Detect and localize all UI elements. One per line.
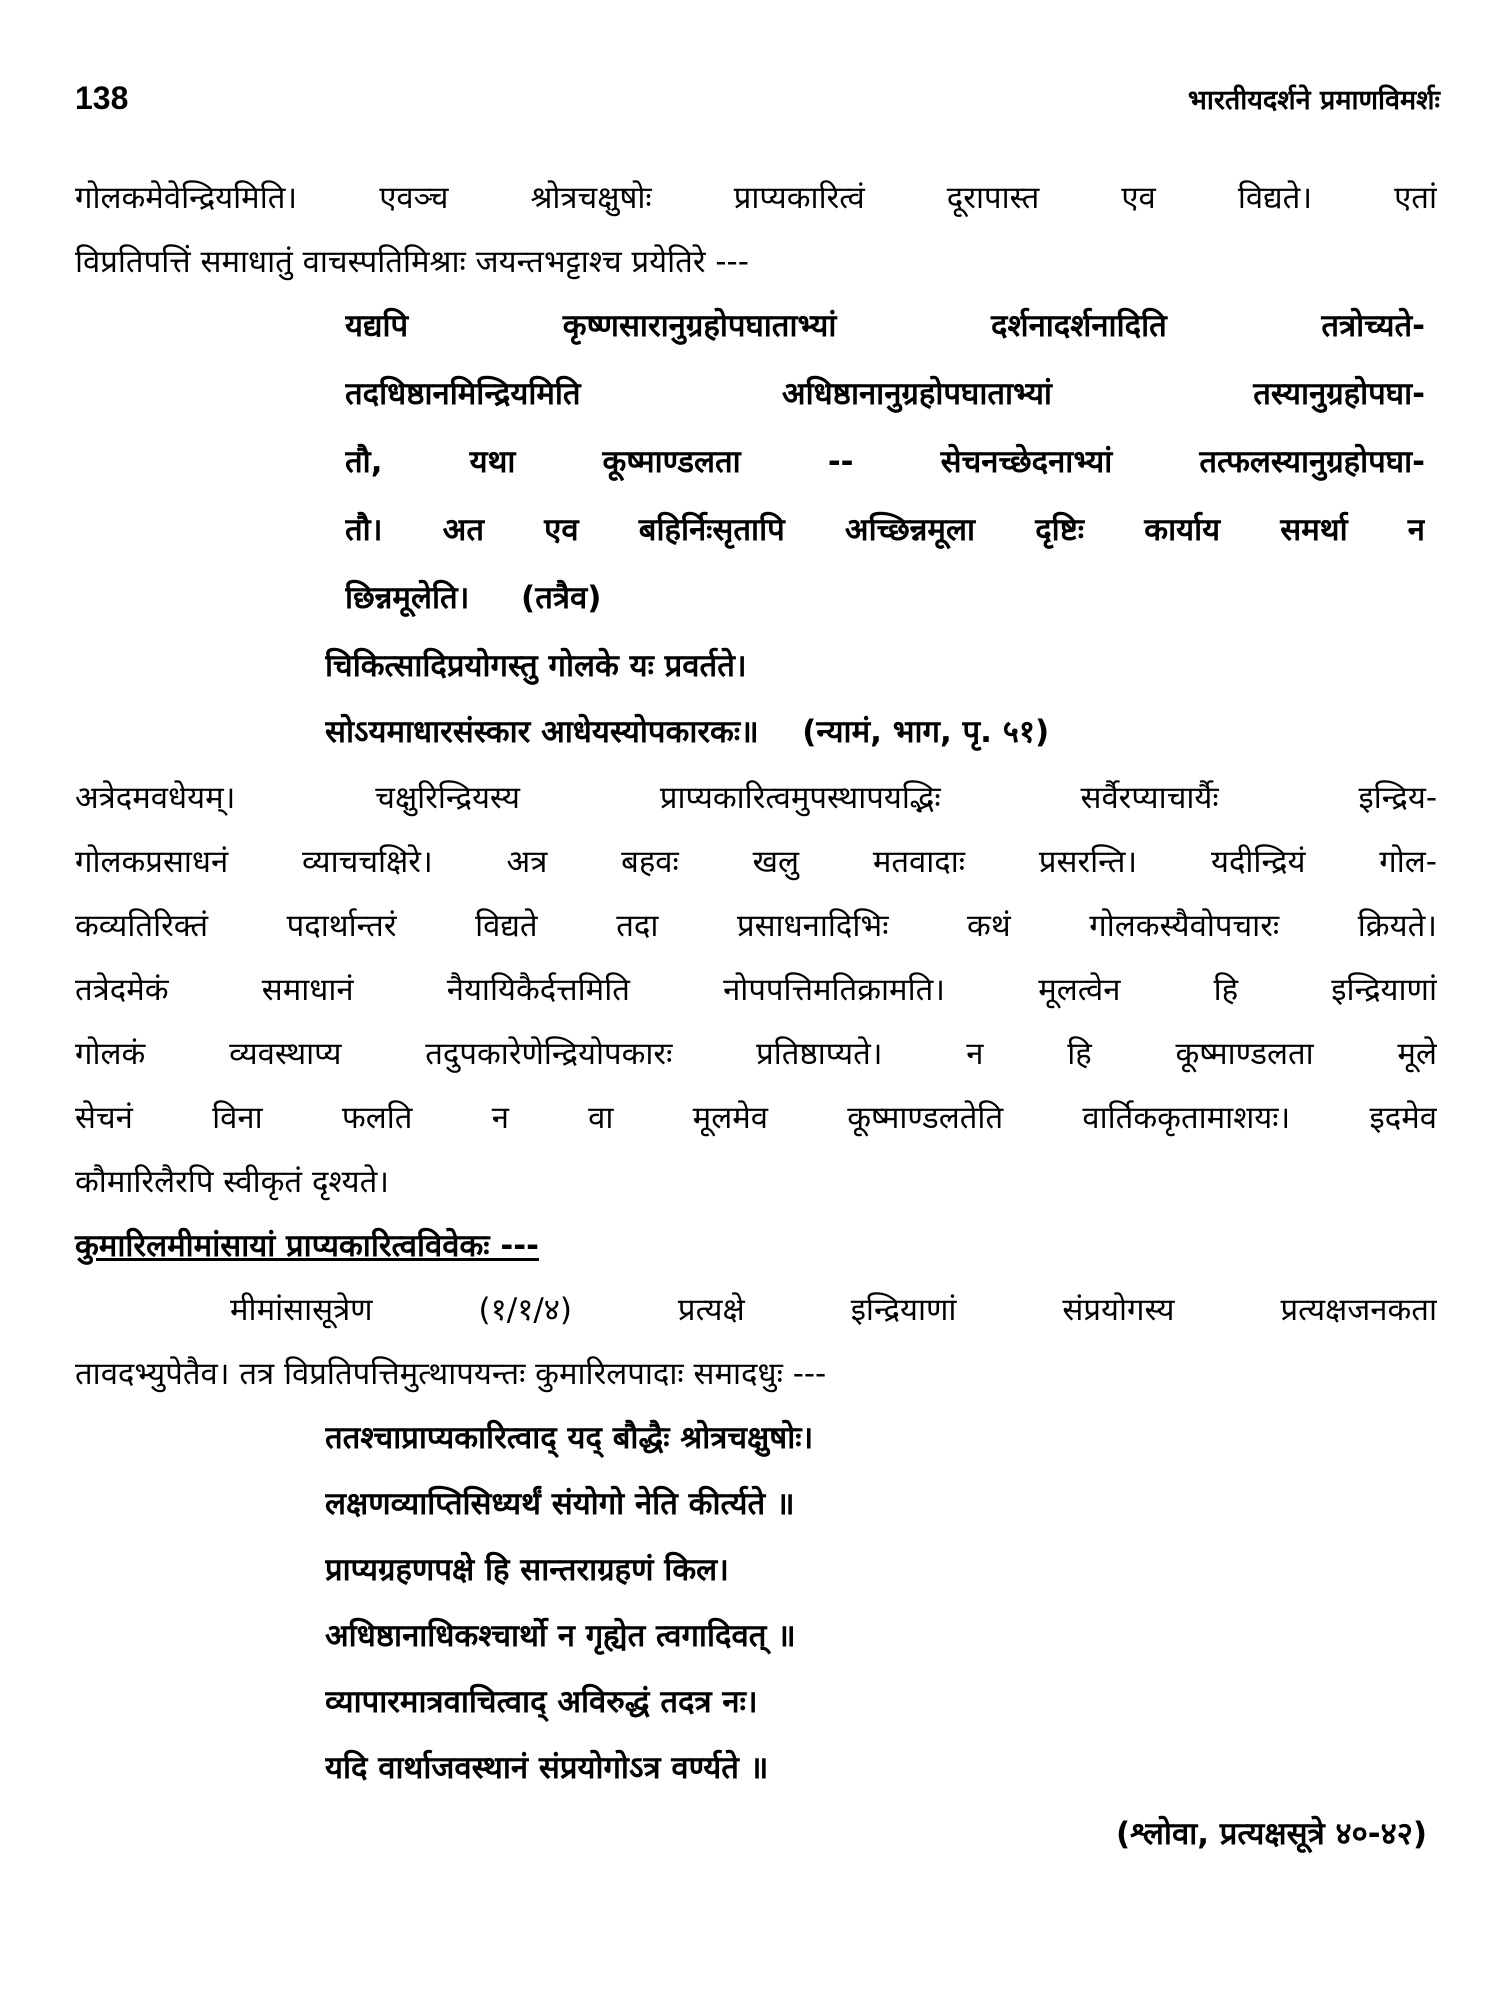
verse-line: यदि वार्थाजवस्थानं संप्रयोगोऽत्र वर्ण्यते ॥: [325, 1750, 769, 1786]
quote-line-last: [345, 578, 1425, 618]
text-line: विप्रतिपत्तिं समाधातुं वाचस्पतिमिश्राः जयन्तभट्टाश्च प्रयेतिरे ---: [75, 244, 749, 280]
text-line: मीमांसासूत्रेण (१/१/४) प्रत्यक्षे इन्द्रियाणां संप्रयोगस्य प्रत्यक्षजनकता: [230, 1292, 1437, 1328]
quote-line: यद्यपि कृष्णसारानुग्रहोपघाताभ्यां दर्शनादर्शनादिति तत्रोच्यते-: [345, 308, 1425, 344]
page-number: 138: [75, 80, 129, 116]
paragraph-1: [75, 178, 1437, 282]
verse-2: [325, 1418, 1437, 1788]
verse-line: व्यापारमात्रवाचित्वाद् अविरुद्धं तदत्र नः।: [325, 1684, 758, 1720]
text-line: अत्रेदमवधेयम्। चक्षुरिन्द्रियस्य प्राप्यकारित्वमुपस्थापयद्भिः सर्वैरप्याचार्यैः इन्द्रिय-: [75, 780, 1437, 816]
text-line: कव्यतिरिक्तं पदार्थान्तरं विद्यते तदा प्रसाधनादिभिः कथं गोलकस्यैवोपचारः क्रियते।: [75, 908, 1437, 944]
citation: (न्यामं, भाग, पृ. ५१): [802, 714, 1050, 750]
citation: (श्लोवा, प्रत्यक्षसूत्रे ४०-४२): [1115, 1816, 1427, 1852]
text-line: गोलकप्रसाधनं व्याचचक्षिरे। अत्र बहवः खलु मतवादाः प्रसरन्ति। यदीन्द्रियं गोल-: [75, 844, 1437, 880]
paragraph-3: [75, 1290, 1437, 1394]
citation: (तत्रैव): [521, 580, 602, 616]
verse-line: प्राप्यग्रहणपक्षे हि सान्तराग्रहणं किल।: [325, 1552, 729, 1588]
verse-line: अधिष्ठानाधिकश्चार्थो न गृह्येत त्वगादिवत् ॥: [325, 1618, 796, 1654]
verse-text: सोऽयमाधारसंस्कार आधेयस्योपकारकः॥: [325, 714, 759, 750]
verse-line: लक्षणव्याप्तिसिध्यर्थं संयोगो नेति कीर्त्यते ॥: [325, 1486, 795, 1522]
paragraph-2: [75, 778, 1437, 1202]
quote-line: तौ। अत एव बहिर्निःसृतापि अच्छिन्नमूला दृष्टिः कार्याय समर्था न: [345, 512, 1425, 548]
running-title: भारतीयदर्शने प्रमाणविमर्शः: [1187, 85, 1440, 116]
text-line: गोलकं व्यवस्थाप्य तदुपकारेणेन्द्रियोपकारः प्रतिष्ठाप्यते। न हि कूष्माण्डलता मूले: [75, 1036, 1437, 1072]
text-line: तत्रेदमेकं समाधानं नैयायिकैर्दत्तमिति नोपपत्तिमतिक्रामति। मूलत्वेन हि इन्द्रियाणां: [75, 972, 1437, 1008]
verse-line: [325, 712, 1437, 752]
quotation-1: [345, 306, 1425, 618]
verse-line: ततश्चाप्राप्यकारित्वाद् यद् बौद्धैः श्रोत्रचक्षुषोः।: [325, 1420, 814, 1456]
quote-text: छिन्नमूलेति।: [345, 580, 470, 616]
verse-line: चिकित्सादिप्रयोगस्तु गोलके यः प्रवर्तते।: [325, 648, 747, 684]
text-line: गोलकमेवेन्द्रियमिति। एवञ्च श्रोत्रचक्षुषोः प्राप्यकारित्वं दूरापास्त एव विद्यते। एतां: [75, 180, 1437, 216]
section-heading: कुमारिलमीमांसायां प्राप्यकारित्वविवेकः ---: [75, 1228, 539, 1264]
verse-1: [325, 646, 1437, 752]
text-line: कौमारिलैरपि स्वीकृतं दृश्यते।: [75, 1164, 389, 1200]
page-header: [75, 80, 1440, 130]
page-body: [75, 178, 1437, 1854]
text-line: तावदभ्युपेतैव। तत्र विप्रतिपत्तिमुत्थापयन्तः कुमारिलपादाः समादधुः ---: [75, 1356, 827, 1392]
quote-line: तौ, यथा कूष्माण्डलता -- सेचनच्छेदनाभ्यां तत्फलस्यानुग्रहोपघा-: [345, 444, 1425, 480]
quote-line: तदधिष्ठानमिन्द्रियमिति अधिष्ठानानुग्रहोपघाताभ्यां तस्यानुग्रहोपघा-: [345, 376, 1425, 412]
text-line: सेचनं विना फलति न वा मूलमेव कूष्माण्डलतेति वार्तिककृतामाशयः। इदमेव: [75, 1100, 1437, 1136]
